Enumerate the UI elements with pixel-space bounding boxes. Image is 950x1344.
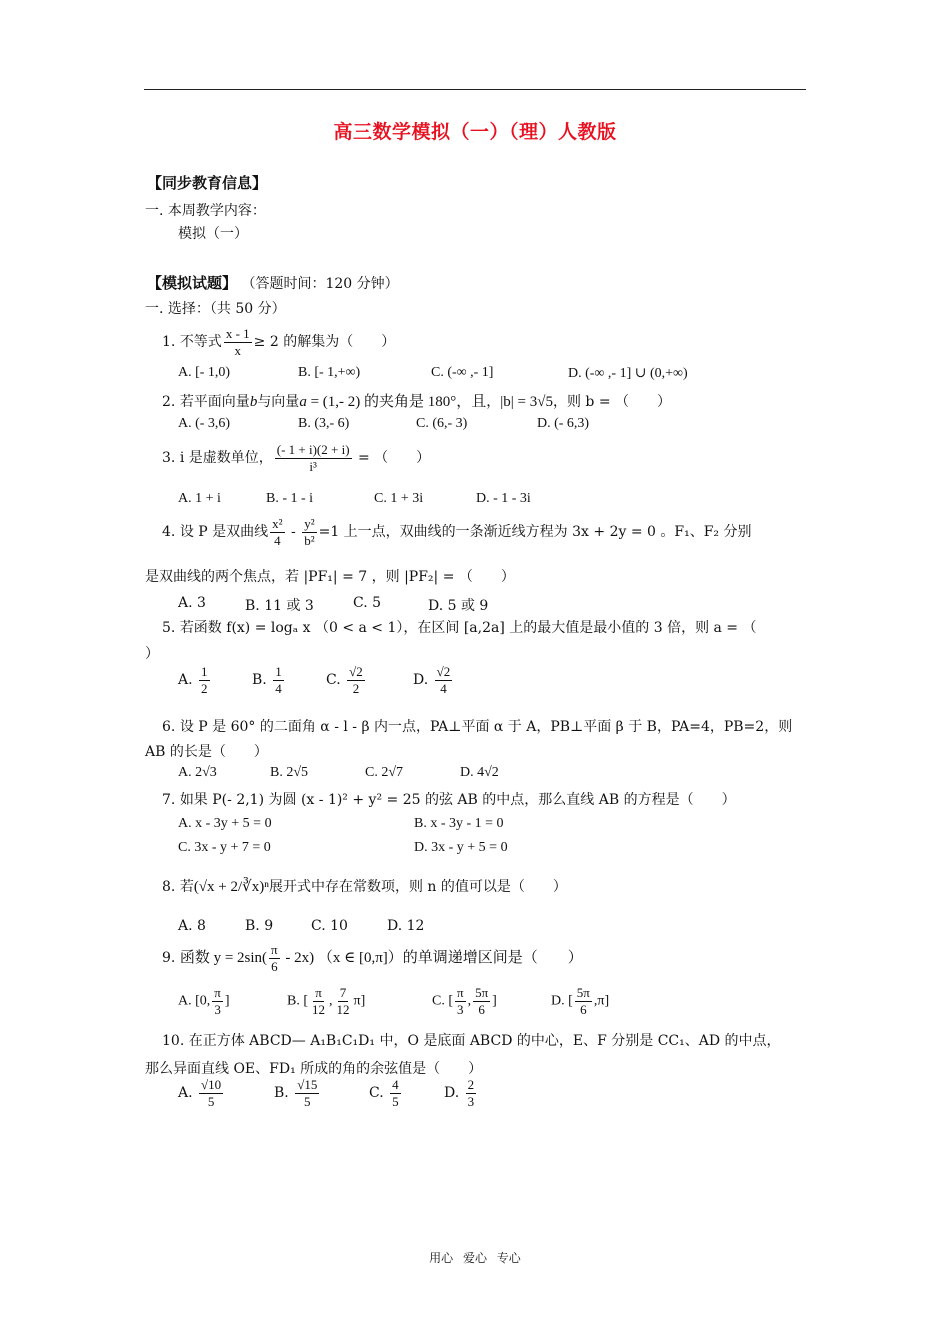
q5-option-a: A. $\frac{1}{2}$ bbox=[178, 664, 208, 696]
question-4-cont: 是双曲线的两个焦点，若 |PF₁| = 7 ，则 |PF₂| = （ ） bbox=[145, 569, 515, 585]
q5-option-d: D. $\frac{√2}{4}$ bbox=[413, 664, 451, 696]
q6-option-a: A. 2√3 bbox=[178, 765, 217, 780]
question-10-cont: 那么异面直线 OE、FD₁ 所成的角的余弦值是（ ） bbox=[145, 1061, 483, 1077]
q2-option-b: B. (3,- 6) bbox=[298, 416, 350, 431]
q4-option-b: B. 11 或 3 bbox=[245, 598, 314, 614]
q8-option-c: C. 10 bbox=[311, 918, 348, 934]
q10-option-c: C. $\frac{4}{5}$ bbox=[369, 1077, 399, 1109]
question-10: 10. 在正方体 ABCD— A₁B₁C₁D₁ 中，O 是底面 ABCD 的中心，E、F 分别是 CC₁、AD 的中点， bbox=[162, 1033, 781, 1049]
q5-option-c: C. $\frac{√2}{2}$ bbox=[326, 664, 363, 696]
section-title: 一. 选择：（共 50 分） bbox=[145, 301, 286, 317]
page-title: 高三数学模拟（一）（理）人教版 bbox=[333, 121, 617, 143]
question-4: 4. 设 P 是双曲线 $\frac{\text{x²}}{4}$ - $\frac{\text{y²}}{\text{b²}}$ =1 上一点，双曲线的一条渐近线方程为 3x + 2y = 0 。F₁、F₂ 分别 bbox=[162, 516, 752, 548]
content-label: 一. 本周教学内容： bbox=[145, 203, 266, 219]
question-5: 5. 若函数 f(x) = logₐ x （0 < a < 1），在区间 [a,2a] 上的最大值是最小值的 3 倍，则 a = （ bbox=[162, 620, 757, 636]
q3-option-a: A. 1 + i bbox=[178, 491, 221, 506]
q9-option-b: B. [ $\frac{\pi}{12}$ , $\frac{7}{12}$ π] bbox=[287, 985, 366, 1017]
q3-option-b: B. - 1 - i bbox=[266, 491, 314, 506]
q3-option-d: D. - 1 - 3i bbox=[476, 491, 531, 506]
question-6: 6. 设 P 是 60° 的二面角 α - l - β 内一点，PA⊥平面 α 于 A，PB⊥平面 β 于 B，PA=4，PB=2，则 bbox=[162, 719, 793, 735]
q6-option-d: D. 4√2 bbox=[460, 765, 499, 780]
time-note: （答题时间：120 分钟） bbox=[241, 276, 399, 292]
q9-option-d: D. [ $\frac{5\pi}{6}$ ,π] bbox=[551, 985, 610, 1017]
question-8: 8. 若(√x + 2/∛x)ⁿ展开式中存在常数项，则 n 的值可以是（ ） bbox=[162, 879, 567, 895]
q6-option-c: C. 2√7 bbox=[365, 765, 404, 780]
question-7: 7. 如果 P(- 2,1) 为圆 (x - 1)² + y² = 25 的弦 AB 的中点，那么直线 AB 的方程是（ ） bbox=[162, 792, 736, 808]
info-heading: 【同步教育信息】 bbox=[147, 174, 268, 192]
q2-option-c: C. (6,- 3) bbox=[416, 416, 468, 431]
page-footer: 用心 爱心 专心 bbox=[429, 1251, 521, 1265]
question-5-cont: ） bbox=[145, 646, 159, 662]
question-1: 1. 不等式 $\frac{x - 1}{x}$ ≥ 2 的解集为（ ） bbox=[162, 326, 396, 358]
question-3: 3. i 是虚数单位， $\frac{(- 1 + i)(2 + i)}{\text{i³}}$ = （ ） bbox=[162, 442, 431, 474]
q2-option-d: D. (- 6,3) bbox=[537, 416, 590, 431]
q1-option-b: B. [- 1,+∞) bbox=[298, 365, 361, 380]
q6-option-b: B. 2√5 bbox=[270, 765, 309, 780]
q9-option-c: C. [ $\frac{\pi}{3}$ , $\frac{5\pi}{6}$ ] bbox=[432, 985, 497, 1017]
question-6-cont: AB 的长是（ ） bbox=[145, 744, 268, 760]
q7-option-c: C. 3x - y + 7 = 0 bbox=[178, 840, 271, 855]
q1-option-a: A. [- 1,0) bbox=[178, 365, 231, 380]
q10-option-d: D. $\frac{2}{3}$ bbox=[444, 1077, 475, 1109]
top-rule bbox=[144, 89, 806, 90]
q1-option-d: D. (-∞ ,- 1] ∪ (0,+∞) bbox=[568, 366, 688, 381]
q8-option-b: B. 9 bbox=[245, 918, 274, 934]
q4-option-c: C. 5 bbox=[353, 595, 382, 611]
q9-option-a: A. [0, $\frac{\pi}{3}$ ] bbox=[178, 985, 230, 1017]
q10-option-a: A. $\frac{√10}{5}$ bbox=[178, 1077, 222, 1109]
q8-option-a: A. 8 bbox=[178, 918, 206, 934]
q5-option-b: B. $\frac{1}{4}$ bbox=[252, 664, 282, 696]
q8-option-d: D. 12 bbox=[387, 918, 425, 934]
q4-option-a: A. 3 bbox=[178, 595, 206, 611]
question-9: 9. 函数 y = 2sin( $\frac{\pi}{6}$ - 2x) （x ∈ [0,π]）的单调递增区间是（ ） bbox=[162, 942, 583, 974]
q7-option-a: A. x - 3y + 5 = 0 bbox=[178, 816, 272, 831]
test-heading: 【模拟试题】 bbox=[147, 274, 238, 292]
q7-option-d: D. 3x - y + 5 = 0 bbox=[414, 840, 508, 855]
q2-option-a: A. (- 3,6) bbox=[178, 416, 231, 431]
q7-option-b: B. x - 3y - 1 = 0 bbox=[414, 816, 504, 831]
content-value: 模拟（一） bbox=[178, 226, 248, 242]
q3-option-c: C. 1 + 3i bbox=[374, 491, 424, 506]
q4-option-d: D. 5 或 9 bbox=[428, 598, 489, 614]
q1-option-c: C. (-∞ ,- 1] bbox=[431, 365, 494, 380]
q10-option-b: B. $\frac{√15}{5}$ bbox=[274, 1077, 318, 1109]
question-2: 2. 若平面向量b与向量a = (1,- 2) 的夹角是 180°，且，|b| = 3√5，则 b = （ ） bbox=[162, 394, 672, 410]
